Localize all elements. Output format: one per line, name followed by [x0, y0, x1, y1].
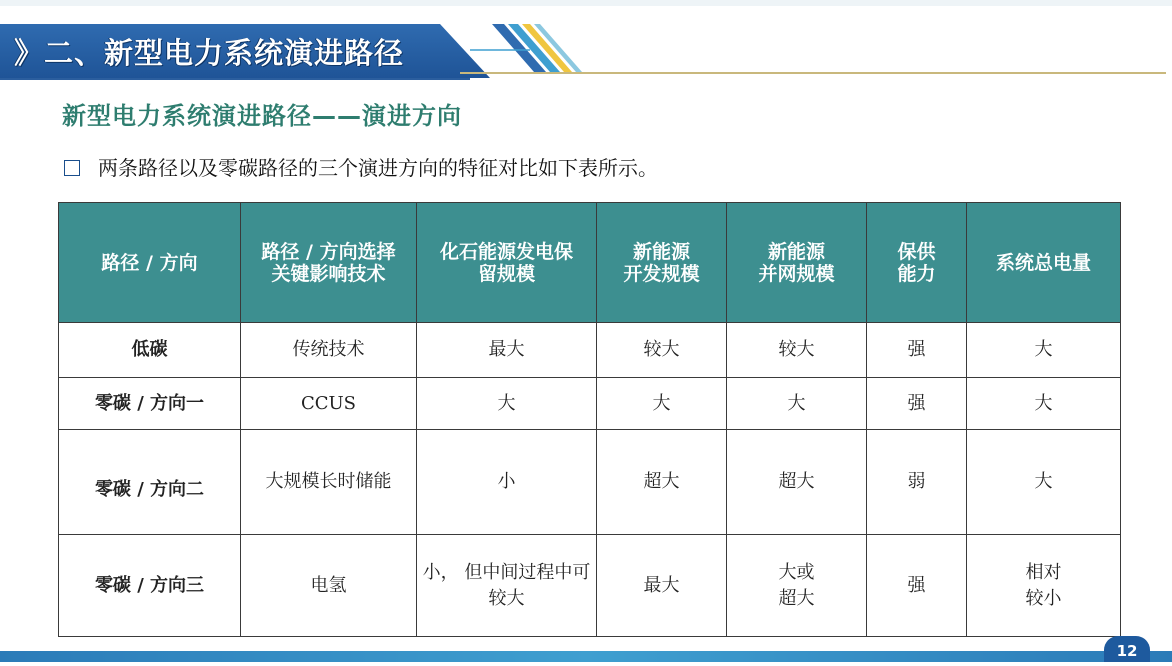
- cell-path: 低碳: [59, 323, 241, 378]
- cell-total: 大: [967, 430, 1121, 535]
- cell-grid: 大: [727, 378, 867, 430]
- footer-bar: [0, 651, 1172, 662]
- header-fossil: 化石能源发电保 留规模: [417, 203, 597, 323]
- bullet-line: [64, 152, 658, 181]
- cell-path: 零碳 / 方向三: [59, 535, 241, 637]
- cell-fossil: 小: [417, 430, 597, 535]
- page-title: 》二、新型电力系统演进路径: [14, 36, 405, 70]
- cell-dev: 较大: [597, 323, 727, 378]
- cell-path: 零碳 / 方向二: [59, 430, 241, 535]
- cell-path: 零碳 / 方向一: [59, 378, 241, 430]
- cell-tech: 电氢: [241, 535, 417, 637]
- cell-grid: 大或 超大: [727, 535, 867, 637]
- cell-dev: 大: [597, 378, 727, 430]
- cell-total: 大: [967, 323, 1121, 378]
- bullet-text: 两条路径以及零碳路径的三个演进方向的特征对比如下表所示。: [98, 156, 658, 180]
- cell-total: 大: [967, 378, 1121, 430]
- cell-grid: 超大: [727, 430, 867, 535]
- header-supply: 保供 能力: [867, 203, 967, 323]
- cell-grid: 较大: [727, 323, 867, 378]
- square-bullet-icon: [64, 160, 80, 176]
- cell-supply: 强: [867, 378, 967, 430]
- table-header-row: [59, 203, 1121, 323]
- header-rule: [460, 72, 1166, 74]
- cell-tech: 大规模长时储能: [241, 430, 417, 535]
- cell-supply: 强: [867, 323, 967, 378]
- page-number: 12: [1104, 636, 1150, 662]
- header-total: 系统总电量: [967, 203, 1121, 323]
- cell-fossil: 小， 但中间过程中可较大: [417, 535, 597, 637]
- header-tech: 路径 / 方向选择 关键影响技术: [241, 203, 417, 323]
- table-row: [59, 323, 1121, 378]
- cell-supply: 弱: [867, 430, 967, 535]
- comparison-table: [58, 202, 1121, 637]
- section-subtitle: 新型电力系统演进路径——演进方向: [62, 102, 462, 130]
- cell-fossil: 大: [417, 378, 597, 430]
- stripes-decoration-icon: [470, 20, 590, 76]
- cell-dev: 最大: [597, 535, 727, 637]
- header-rule-blue: [0, 78, 470, 80]
- cell-dev: 超大: [597, 430, 727, 535]
- table-row: [59, 430, 1121, 535]
- header-grid: 新能源 并网规模: [727, 203, 867, 323]
- table-row: [59, 535, 1121, 637]
- cell-total: 相对 较小: [967, 535, 1121, 637]
- cell-fossil: 最大: [417, 323, 597, 378]
- header-path: 路径 / 方向: [59, 203, 241, 323]
- cell-tech: CCUS: [241, 378, 417, 430]
- cell-tech: 传统技术: [241, 323, 417, 378]
- top-strip: [0, 0, 1172, 6]
- table-row: [59, 378, 1121, 430]
- header-dev: 新能源 开发规模: [597, 203, 727, 323]
- cell-supply: 强: [867, 535, 967, 637]
